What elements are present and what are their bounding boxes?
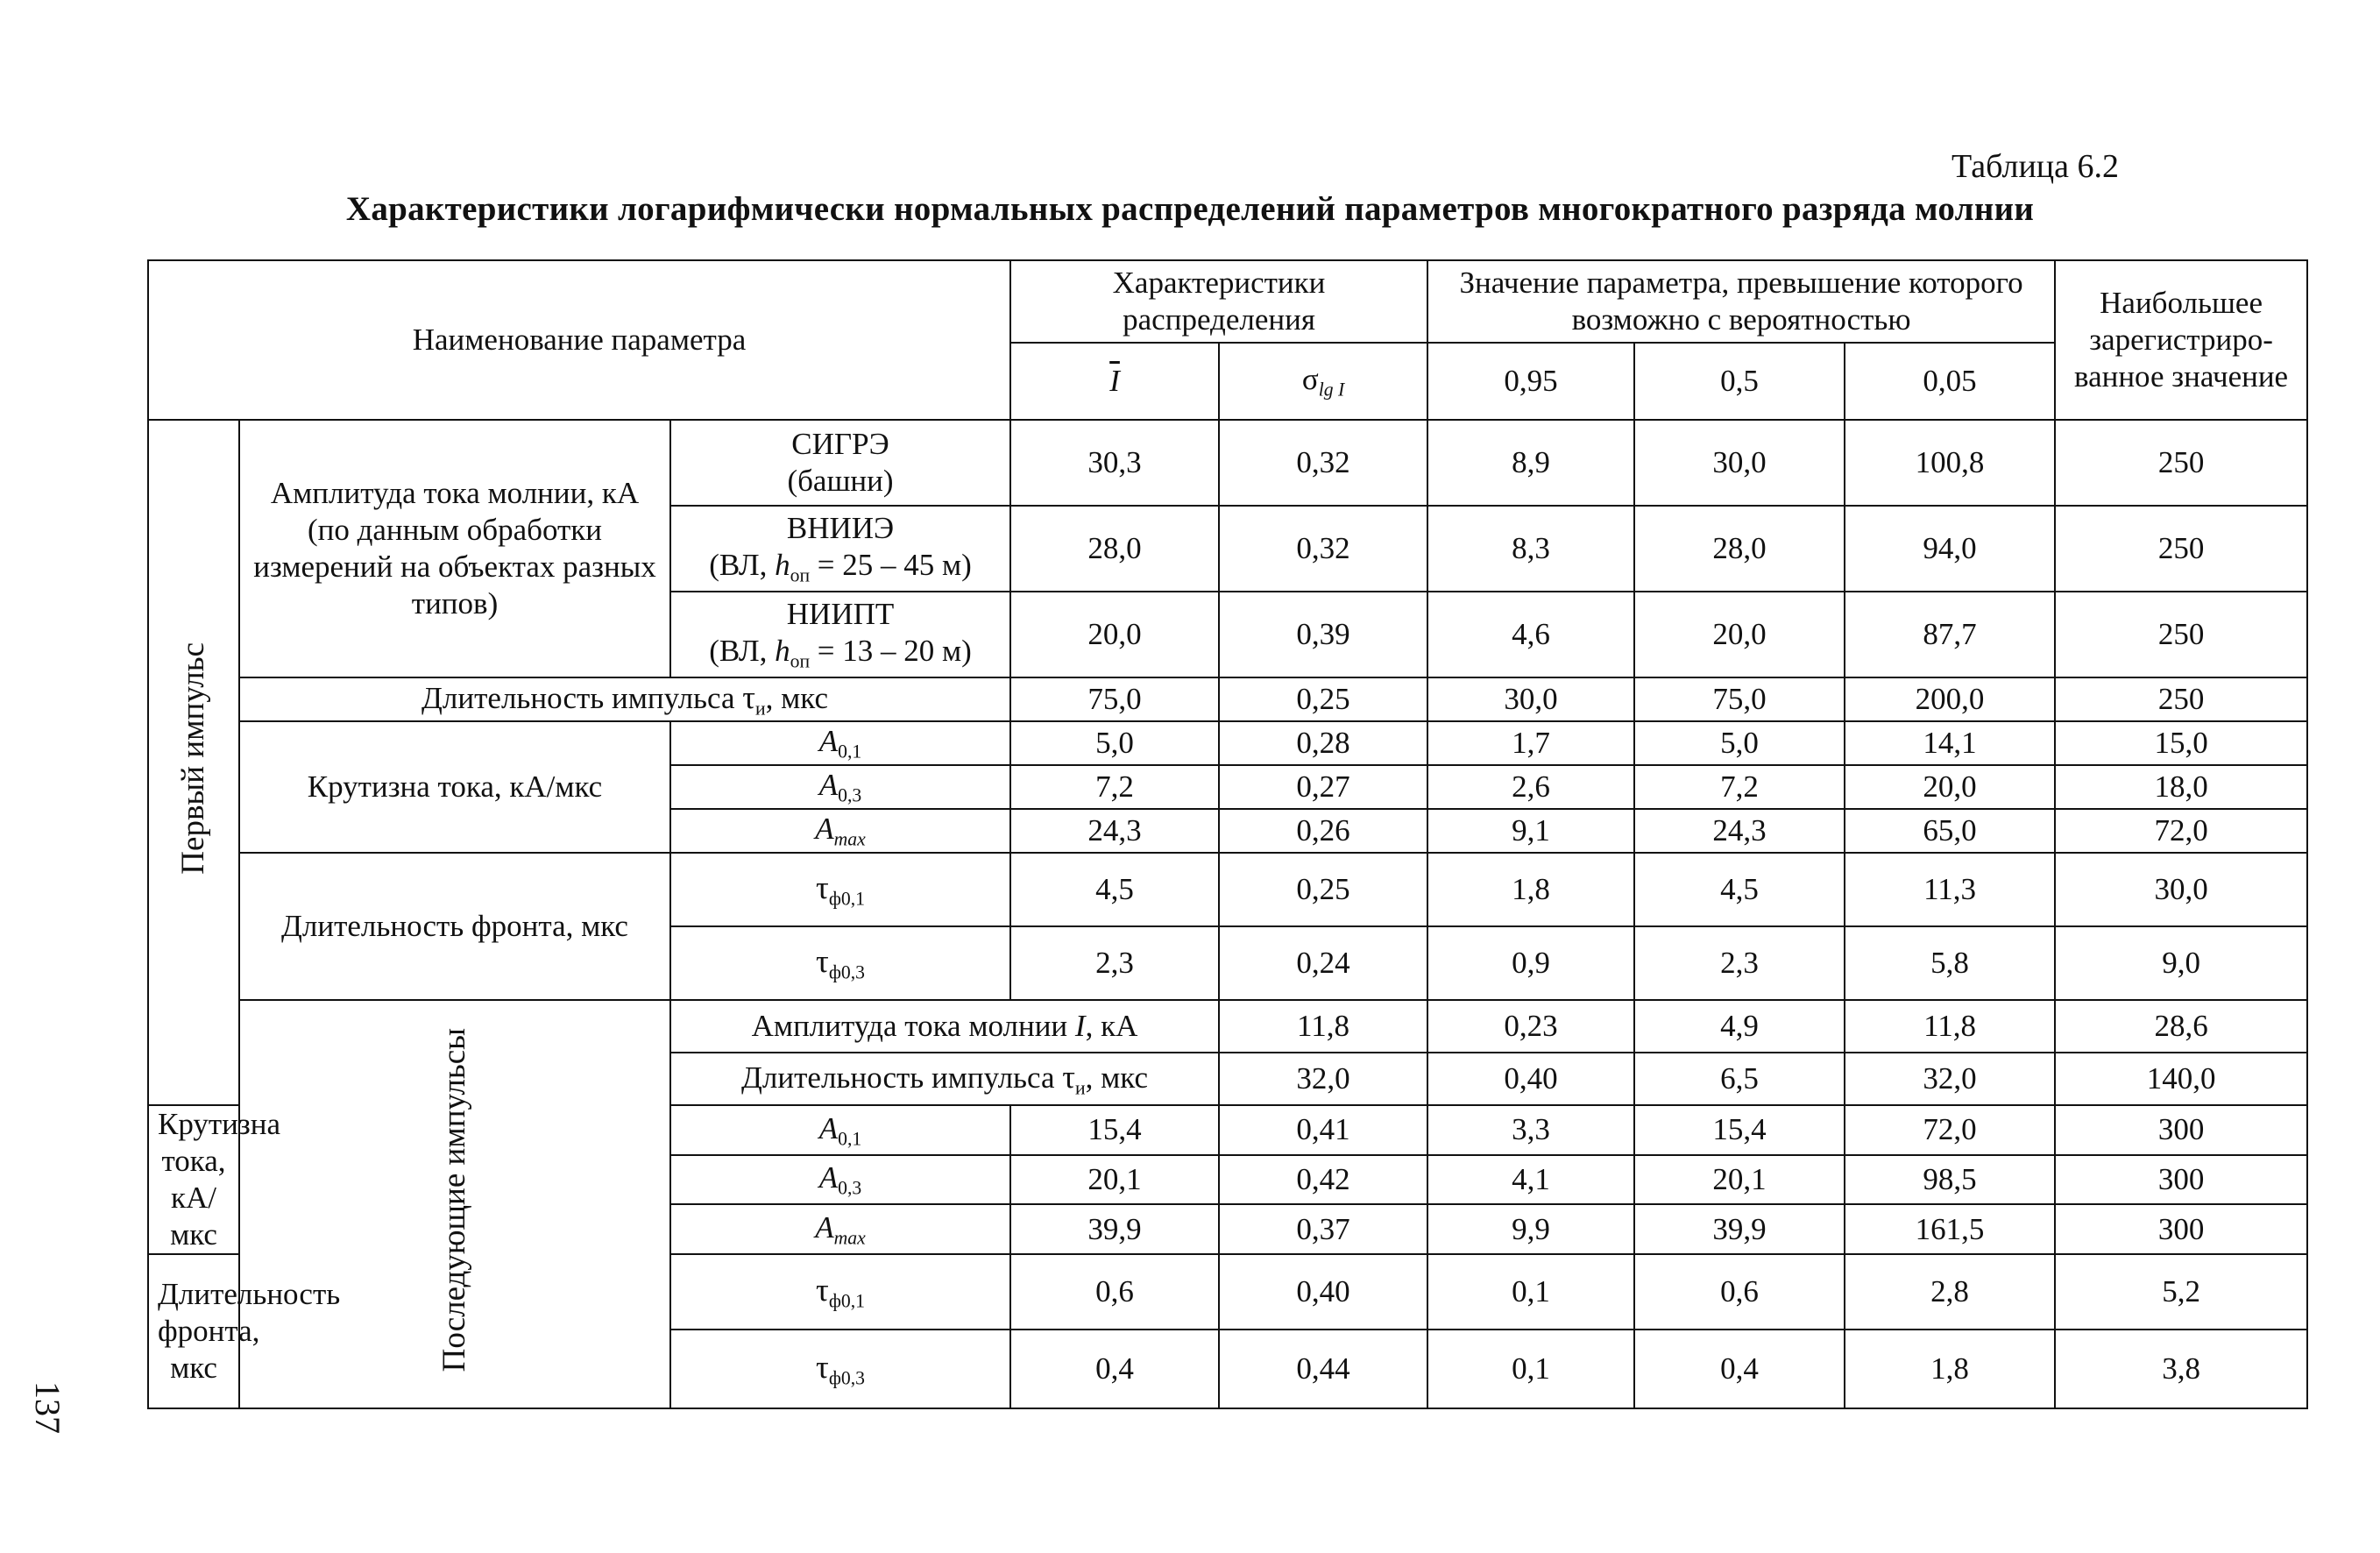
cell: 0,23 bbox=[1427, 1000, 1634, 1053]
cell: 5,2 bbox=[2055, 1254, 2307, 1330]
table-title: Характеристики логарифмически нормальных распределений параметров многократного разряда молнии bbox=[345, 190, 2035, 228]
source-note: (башни) bbox=[787, 464, 894, 498]
tau-symbol: τ bbox=[816, 869, 829, 906]
cell: 15,0 bbox=[2055, 721, 2307, 765]
cell: 7,2 bbox=[1634, 765, 1845, 809]
cell: 250 bbox=[2055, 506, 2307, 592]
group-label: Последующие импульсы bbox=[436, 1027, 472, 1372]
cell: 14,1 bbox=[1845, 721, 2055, 765]
cell: 0,40 bbox=[1219, 1254, 1427, 1330]
cell: 0,42 bbox=[1219, 1155, 1427, 1205]
source-name: НИИПТ bbox=[786, 597, 895, 632]
group-label: Первый импульс bbox=[174, 642, 211, 875]
cell: 0,9 bbox=[1427, 926, 1634, 1000]
sub-steepness-label: Крутизна тока, кА/мкс bbox=[148, 1105, 239, 1254]
a-sub: max bbox=[833, 1227, 866, 1249]
cell: 87,7 bbox=[1845, 592, 2055, 677]
tau-sub: и bbox=[1075, 1077, 1086, 1099]
cell: 24,3 bbox=[1010, 809, 1219, 853]
table-row bbox=[148, 677, 2307, 721]
cell: 3,3 bbox=[1427, 1105, 1634, 1155]
cell: 32,0 bbox=[1219, 1053, 1427, 1105]
cell: 72,0 bbox=[2055, 809, 2307, 853]
cell: 250 bbox=[2055, 420, 2307, 506]
cell: 11,3 bbox=[1845, 853, 2055, 926]
cell: 9,1 bbox=[1427, 809, 1634, 853]
a-sub: 0,3 bbox=[838, 784, 862, 806]
sub-front-label: Длительность фронта, мкс bbox=[148, 1254, 239, 1408]
tau-symbol: τ bbox=[816, 943, 829, 980]
cell: 4,6 bbox=[1427, 592, 1634, 677]
header-p05: 0,5 bbox=[1634, 343, 1845, 420]
cell: 20,0 bbox=[1845, 765, 2055, 809]
sym-tf01 bbox=[670, 853, 1010, 926]
sym-tf01 bbox=[670, 1254, 1010, 1330]
source-niipt bbox=[670, 592, 1010, 677]
a-symbol: A bbox=[818, 1160, 839, 1195]
a-sub: 0,1 bbox=[838, 741, 862, 762]
a-symbol: A bbox=[815, 812, 834, 847]
table-row bbox=[148, 1000, 2307, 1053]
cell: 140,0 bbox=[2055, 1053, 2307, 1105]
cell: 5,8 bbox=[1845, 926, 2055, 1000]
header-exceed-value: Значение параметра, превышение которого возможно с вероятностью bbox=[1427, 260, 2055, 343]
h-symbol: h bbox=[775, 634, 790, 669]
cell: 39,9 bbox=[1010, 1204, 1219, 1254]
cell: 300 bbox=[2055, 1204, 2307, 1254]
header-p095: 0,95 bbox=[1427, 343, 1634, 420]
table-row bbox=[148, 853, 2307, 926]
group-subsequent-impulses bbox=[239, 1000, 670, 1408]
cell: 2,3 bbox=[1634, 926, 1845, 1000]
cell: 6,5 bbox=[1634, 1053, 1845, 1105]
a-sub: 0,3 bbox=[838, 1177, 862, 1199]
tau-sub: ф0,1 bbox=[828, 888, 865, 910]
sigma-sub: lg I bbox=[1318, 379, 1345, 401]
front-label: Длительность фронта, мкс bbox=[239, 853, 670, 1000]
header-p005: 0,05 bbox=[1845, 343, 2055, 420]
cell: 0,25 bbox=[1219, 677, 1427, 721]
cell: 161,5 bbox=[1845, 1204, 2055, 1254]
cell: 4,5 bbox=[1634, 853, 1845, 926]
cell: 72,0 bbox=[1845, 1105, 2055, 1155]
cell: 9,9 bbox=[1427, 1204, 1634, 1254]
source-name: СИГРЭ bbox=[791, 427, 889, 461]
cell: 0,6 bbox=[1634, 1254, 1845, 1330]
cell: 0,1 bbox=[1427, 1330, 1634, 1408]
cell: 250 bbox=[2055, 677, 2307, 721]
sigma-symbol: σ bbox=[1301, 362, 1319, 397]
h-sub: оп bbox=[790, 650, 811, 672]
a-symbol: A bbox=[818, 768, 839, 803]
header-sigma bbox=[1219, 343, 1427, 420]
header-param-name: Наименование параметра bbox=[148, 260, 1010, 420]
cell: 0,41 bbox=[1219, 1105, 1427, 1155]
page-number: 137 bbox=[28, 1381, 67, 1434]
source-name: ВНИИЭ bbox=[786, 511, 895, 546]
label-text: Длительность импульса bbox=[741, 1060, 1063, 1096]
source-note: (ВЛ, bbox=[709, 548, 776, 583]
cell: 2,6 bbox=[1427, 765, 1634, 809]
source-note: (ВЛ, bbox=[709, 634, 776, 669]
tau-sub: ф0,1 bbox=[828, 1290, 865, 1312]
h-sub: оп bbox=[790, 564, 811, 586]
tau-symbol: τ bbox=[1062, 1059, 1076, 1096]
cell: 4,5 bbox=[1010, 853, 1219, 926]
source-note: = 13 – 20 м) bbox=[810, 634, 972, 669]
tau-symbol: τ bbox=[816, 1272, 829, 1308]
cell: 15,4 bbox=[1010, 1105, 1219, 1155]
cell: 32,0 bbox=[1845, 1053, 2055, 1105]
tau-symbol: τ bbox=[816, 1349, 829, 1386]
cell: 98,5 bbox=[1845, 1155, 2055, 1205]
cell: 2,3 bbox=[1010, 926, 1219, 1000]
cell: 0,37 bbox=[1219, 1204, 1427, 1254]
cell: 7,2 bbox=[1010, 765, 1219, 809]
cell: 0,44 bbox=[1219, 1330, 1427, 1408]
cell: 0,1 bbox=[1427, 1254, 1634, 1330]
cell: 8,3 bbox=[1427, 506, 1634, 592]
sym-a01 bbox=[670, 721, 1010, 765]
sub-amplitude-label bbox=[670, 1000, 1219, 1053]
cell: 9,0 bbox=[2055, 926, 2307, 1000]
h-symbol: h bbox=[775, 548, 790, 583]
table-row bbox=[148, 420, 2307, 506]
cell: 8,9 bbox=[1427, 420, 1634, 506]
i-symbol: I bbox=[1074, 1009, 1086, 1043]
cell: 20,1 bbox=[1634, 1155, 1845, 1205]
lightning-parameters-table bbox=[147, 259, 2308, 1409]
steepness-label: Крутизна тока, кА/мкс bbox=[239, 721, 670, 853]
cell: 20,0 bbox=[1634, 592, 1845, 677]
cell: 11,8 bbox=[1845, 1000, 2055, 1053]
label-text: Длительность импульса bbox=[421, 681, 743, 716]
a-sub: max bbox=[833, 828, 866, 850]
source-vniie bbox=[670, 506, 1010, 592]
label-text: Амплитуда тока молнии bbox=[751, 1009, 1075, 1043]
table-row bbox=[148, 721, 2307, 765]
cell: 20,1 bbox=[1010, 1155, 1219, 1205]
cell: 18,0 bbox=[2055, 765, 2307, 809]
header-max-recorded: Наибольшее зарегистриро-ванное значение bbox=[2055, 260, 2307, 420]
sym-tf03 bbox=[670, 926, 1010, 1000]
cell: 30,0 bbox=[2055, 853, 2307, 926]
tau-sub: ф0,3 bbox=[828, 961, 865, 983]
cell: 30,0 bbox=[1634, 420, 1845, 506]
cell: 0,32 bbox=[1219, 506, 1427, 592]
a-symbol: A bbox=[815, 1209, 834, 1245]
cell: 1,8 bbox=[1427, 853, 1634, 926]
cell: 75,0 bbox=[1010, 677, 1219, 721]
cell: 11,8 bbox=[1219, 1000, 1427, 1053]
header-mean bbox=[1010, 343, 1219, 420]
cell: 28,0 bbox=[1010, 506, 1219, 592]
cell: 0,25 bbox=[1219, 853, 1427, 926]
tau-sub: и bbox=[755, 698, 766, 720]
cell: 4,1 bbox=[1427, 1155, 1634, 1205]
cell: 250 bbox=[2055, 592, 2307, 677]
sym-a03 bbox=[670, 1155, 1010, 1205]
table-number: Таблица 6.2 bbox=[1951, 148, 2119, 185]
group-first-impulse bbox=[148, 420, 239, 1105]
cell: 0,26 bbox=[1219, 809, 1427, 853]
cell: 30,0 bbox=[1427, 677, 1634, 721]
a-symbol: A bbox=[818, 724, 839, 759]
label-text: , мкс bbox=[1085, 1060, 1148, 1096]
cell: 28,6 bbox=[2055, 1000, 2307, 1053]
cell: 200,0 bbox=[1845, 677, 2055, 721]
source-note: = 25 – 45 м) bbox=[810, 548, 972, 583]
cell: 2,8 bbox=[1845, 1254, 2055, 1330]
cell: 24,3 bbox=[1634, 809, 1845, 853]
cell: 0,24 bbox=[1219, 926, 1427, 1000]
cell: 28,0 bbox=[1634, 506, 1845, 592]
cell: 0,39 bbox=[1219, 592, 1427, 677]
cell: 3,8 bbox=[2055, 1330, 2307, 1408]
sym-a03 bbox=[670, 765, 1010, 809]
header-dist-chars: Характеристики распределения bbox=[1010, 260, 1427, 343]
amplitude-label: Амплитуда тока молнии, кА (по данным обработки измерений на объектах разных типов) bbox=[239, 420, 670, 677]
cell: 0,4 bbox=[1010, 1330, 1219, 1408]
cell: 300 bbox=[2055, 1155, 2307, 1205]
cell: 0,27 bbox=[1219, 765, 1427, 809]
cell: 100,8 bbox=[1845, 420, 2055, 506]
cell: 0,32 bbox=[1219, 420, 1427, 506]
cell: 4,9 bbox=[1634, 1000, 1845, 1053]
sub-duration-label bbox=[670, 1053, 1219, 1105]
duration-label bbox=[239, 677, 1010, 721]
mean-symbol: $\overline{I}$ bbox=[1109, 364, 1120, 398]
sym-tf03 bbox=[670, 1330, 1010, 1408]
cell: 15,4 bbox=[1634, 1105, 1845, 1155]
a-symbol: A bbox=[818, 1110, 839, 1145]
cell: 300 bbox=[2055, 1105, 2307, 1155]
cell: 1,7 bbox=[1427, 721, 1634, 765]
sym-amax bbox=[670, 809, 1010, 853]
source-sigre bbox=[670, 420, 1010, 506]
cell: 39,9 bbox=[1634, 1204, 1845, 1254]
cell: 75,0 bbox=[1634, 677, 1845, 721]
cell: 0,4 bbox=[1634, 1330, 1845, 1408]
label-text: , кА bbox=[1085, 1009, 1138, 1043]
cell: 0,6 bbox=[1010, 1254, 1219, 1330]
cell: 0,28 bbox=[1219, 721, 1427, 765]
cell: 65,0 bbox=[1845, 809, 2055, 853]
cell: 30,3 bbox=[1010, 420, 1219, 506]
cell: 0,40 bbox=[1427, 1053, 1634, 1105]
label-text: , мкс bbox=[765, 681, 828, 716]
cell: 5,0 bbox=[1010, 721, 1219, 765]
tau-symbol: τ bbox=[742, 679, 756, 716]
tau-sub: ф0,3 bbox=[828, 1367, 865, 1389]
cell: 94,0 bbox=[1845, 506, 2055, 592]
cell: 20,0 bbox=[1010, 592, 1219, 677]
sym-amax bbox=[670, 1204, 1010, 1254]
sym-a01 bbox=[670, 1105, 1010, 1155]
cell: 5,0 bbox=[1634, 721, 1845, 765]
cell: 1,8 bbox=[1845, 1330, 2055, 1408]
a-sub: 0,1 bbox=[838, 1128, 862, 1150]
